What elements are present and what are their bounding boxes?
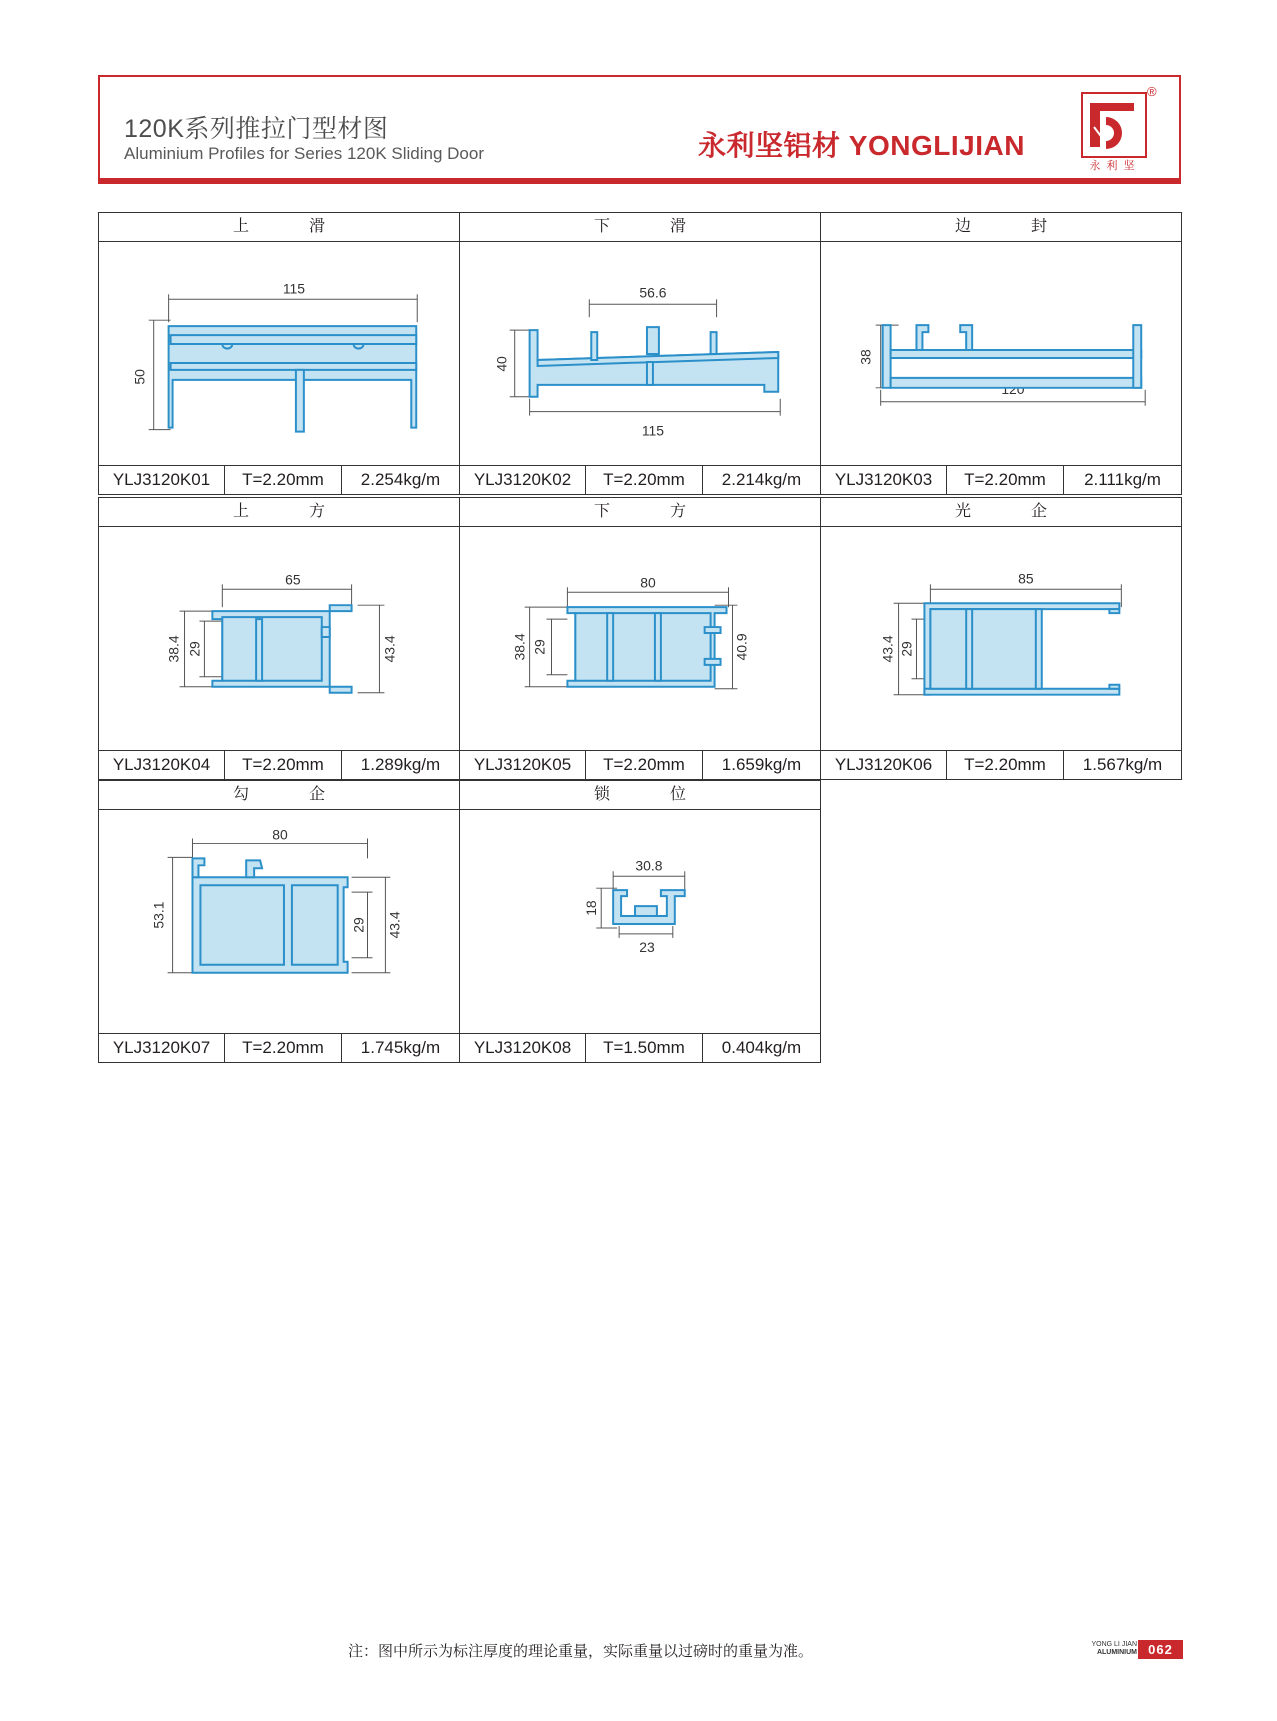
profile-drawing [460,810,820,1034]
profile-diagram-k06 [821,527,1181,751]
profile-drawing [99,527,459,751]
profile-diagram-k04 [99,527,459,751]
brand-name: 永利坚铝材 YONGLIJIAN [698,130,1025,161]
dim-label: 40 [493,356,510,372]
dim-label: 80 [640,574,656,591]
dim-label: 38.4 [511,633,528,661]
dim-label: 43.4 [879,635,896,663]
dim-label: 43.4 [381,635,398,663]
dim-label: 115 [641,422,665,439]
profile-spec-row [99,465,459,494]
dim-label: 43.4 [386,911,403,939]
profile-card-k07 [98,780,460,1063]
page-subtitle: Aluminium Profiles for Series 120K Sliding Door [124,144,484,163]
profile-diagram-k03 [821,242,1181,466]
profile-thickness: T=2.20mm [225,466,342,494]
profile-drawing [460,242,820,466]
page-number: 062 [1138,1640,1183,1659]
dim-label: 53.1 [150,901,167,929]
profile-code: YLJ3120K06 [821,751,947,779]
profile-weight: 1.659kg/m [721,755,802,774]
profile-card-k04 [98,497,460,780]
profile-diagram-k08 [460,810,820,1034]
profile-diagram-k07 [99,810,459,1034]
profile-code: YLJ3120K07 [99,1034,225,1062]
profile-code: YLJ3120K02 [460,466,586,494]
profile-weight: 2.254kg/m [360,470,441,489]
dim-label: 50 [131,369,148,385]
dim-label: 38.4 [165,635,182,663]
profile-spec-row [99,1033,459,1062]
profile-card-k08 [459,780,821,1063]
profile-code: YLJ3120K04 [99,751,225,779]
profile-drawing [821,527,1181,751]
profile-weight: 1.745kg/m [360,1038,441,1057]
profile-weight: 0.404kg/m [721,1038,802,1057]
dim-label: 29 [898,641,915,657]
profile-thickness: T=1.50mm [586,1034,703,1062]
dim-label: 38 [857,349,874,365]
profile-drawing [99,242,459,466]
footer-brand-line1: YONG LI JIAN [1091,1641,1137,1648]
profile-spec-row [460,1033,820,1062]
profile-weight: 2.214kg/m [721,470,802,489]
profile-diagram-k01 [99,242,459,466]
profile-card-k06 [820,497,1182,780]
profile-drawing [99,810,459,1034]
profile-spec-row [99,750,459,779]
profile-name: 上 方 [99,498,459,527]
profile-thickness: T=2.20mm [586,466,703,494]
page-title: 120K系列推拉门型材图 [124,115,389,143]
profile-thickness: T=2.20mm [225,1034,342,1062]
profile-card-k03 [820,212,1182,495]
profile-code: YLJ3120K03 [821,466,947,494]
profile-diagram-k02 [460,242,820,466]
dim-label: 23 [639,938,655,955]
profile-code: YLJ3120K01 [99,466,225,494]
profile-spec-row [460,750,820,779]
dim-label: 40.9 [733,633,750,661]
profile-drawing [460,527,820,751]
profile-thickness: T=2.20mm [947,466,1064,494]
profile-diagram-k05 [460,527,820,751]
dim-label: 115 [282,280,306,297]
profile-code: YLJ3120K05 [460,751,586,779]
dim-label: 29 [186,641,203,657]
profile-card-k02 [459,212,821,495]
profile-name: 勾 企 [99,781,459,810]
profile-weight: 1.289kg/m [360,755,441,774]
dim-label: 18 [583,900,600,916]
dim-label: 30.8 [635,857,663,874]
profile-thickness: T=2.20mm [225,751,342,779]
profile-weight: 1.567kg/m [1082,755,1163,774]
profile-name: 边 封 [821,213,1181,242]
registered-mark: ® [1147,84,1157,99]
profile-name: 下 方 [460,498,820,527]
profile-spec-row [821,750,1181,779]
logo-caption: 永利坚 [1089,160,1141,172]
footer-note: 注：图中所示为标注厚度的理论重量，实际重量以过磅时的重量为准。 [348,1643,814,1660]
profile-thickness: T=2.20mm [586,751,703,779]
header-divider [98,178,1181,184]
profile-spec-row [460,465,820,494]
profile-thickness: T=2.20mm [947,751,1064,779]
footer-brand-line2: ALUMINIUM [1096,1649,1137,1656]
dim-label: 65 [285,571,301,588]
dim-label: 85 [1018,570,1034,587]
profile-card-k05 [459,497,821,780]
profile-name: 锁 位 [460,781,820,810]
footer-brand [1085,1641,1137,1657]
profile-name: 上 滑 [99,213,459,242]
profile-spec-row [821,465,1181,494]
profile-card-k01 [98,212,460,495]
profile-name: 光 企 [821,498,1181,527]
profile-weight: 2.111kg/m [1084,470,1161,489]
page-header [98,75,1181,183]
profile-drawing [821,242,1181,466]
dim-label: 29 [531,639,548,655]
profile-code: YLJ3120K08 [460,1034,586,1062]
profile-name: 下 滑 [460,213,820,242]
dim-label: 80 [272,826,288,843]
dim-label: 56.6 [639,284,667,301]
dim-label: 29 [350,917,367,933]
